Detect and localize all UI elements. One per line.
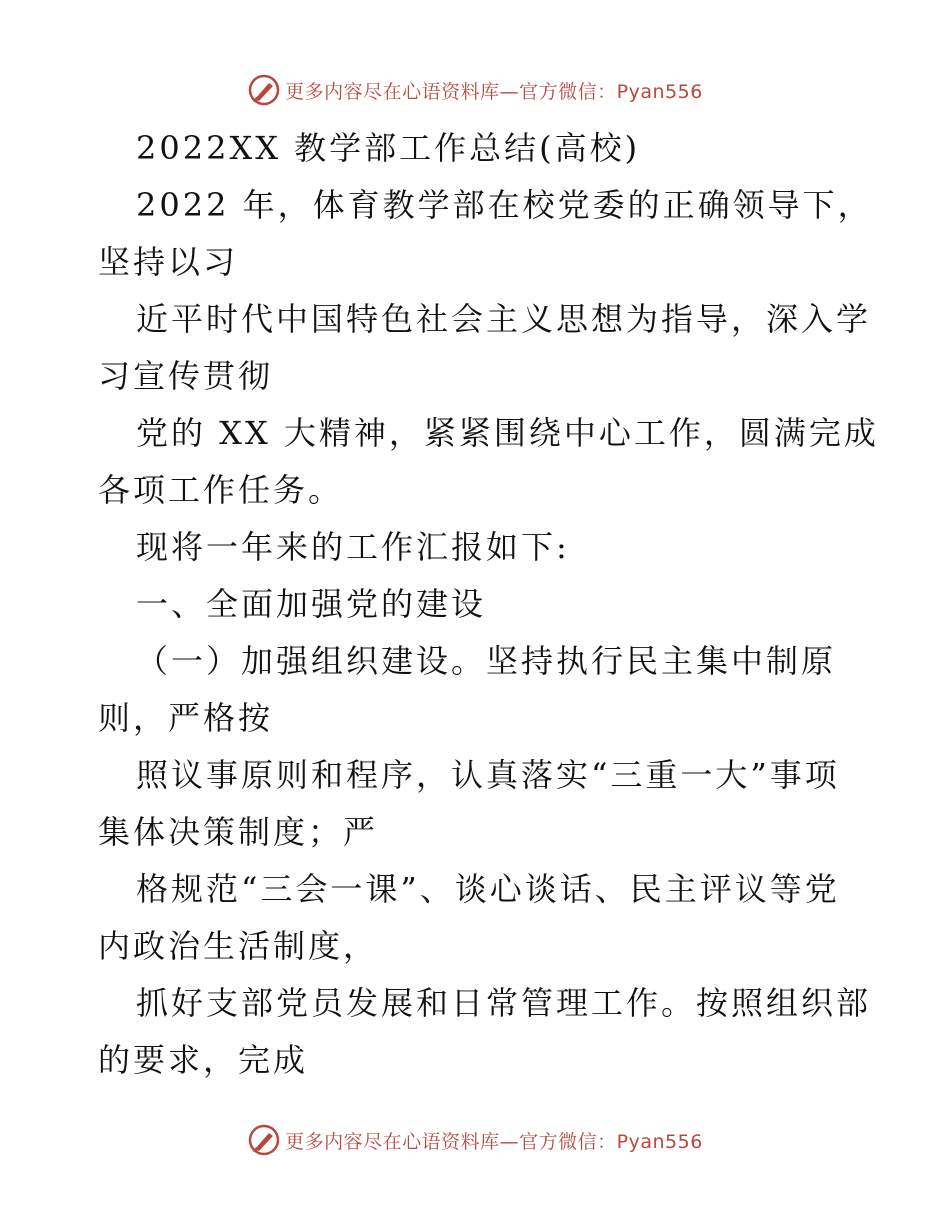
section-heading: 一、全面加强党的建设 — [136, 585, 487, 623]
text-line: 各项工作任务。 — [98, 471, 344, 509]
text-line: 集体决策制度；严 — [98, 813, 379, 851]
text-line: 近平时代中国特色社会主义思想为指导，深入学 — [136, 300, 872, 338]
document-title: 2022XX 教学部工作总结(高校) — [136, 129, 641, 167]
text-line: 坚持以习 — [98, 243, 239, 281]
watermark-banner-top — [0, 70, 950, 110]
text-line: 的要求，完成 — [98, 1041, 309, 1079]
text-line: （一）加强组织建设。坚持执行民主集中制原 — [136, 642, 837, 680]
text-line: 党的 XX 大精神，紧紧围绕中心工作，圆满完成 — [136, 414, 879, 452]
text-line: 格规范“三会一课”、谈心谈话、民主评议等党 — [136, 870, 840, 908]
document-body — [98, 120, 879, 1089]
text-line: 则，严格按 — [98, 699, 274, 737]
watermark-banner-bottom — [0, 1120, 950, 1160]
pen-logo-icon — [247, 73, 281, 107]
text-line: 照议事原则和程序，认真落实“三重一大”事项 — [136, 756, 840, 794]
text-line: 现将一年来的工作汇报如下: — [136, 528, 570, 566]
text-line: 内政治生活制度， — [98, 927, 379, 965]
watermark-text: 更多内容尽在心语资料库—官方微信：Pyan556 — [285, 1130, 703, 1153]
watermark-text: 更多内容尽在心语资料库—官方微信：Pyan556 — [285, 80, 703, 103]
text-line: 抓好支部党员发展和日常管理工作。按照组织部 — [136, 984, 872, 1022]
text-line: 习宣传贯彻 — [98, 357, 274, 395]
text-line: 2022 年，体育教学部在校党委的正确领导下， — [136, 186, 873, 224]
pen-logo-icon — [247, 1123, 281, 1157]
